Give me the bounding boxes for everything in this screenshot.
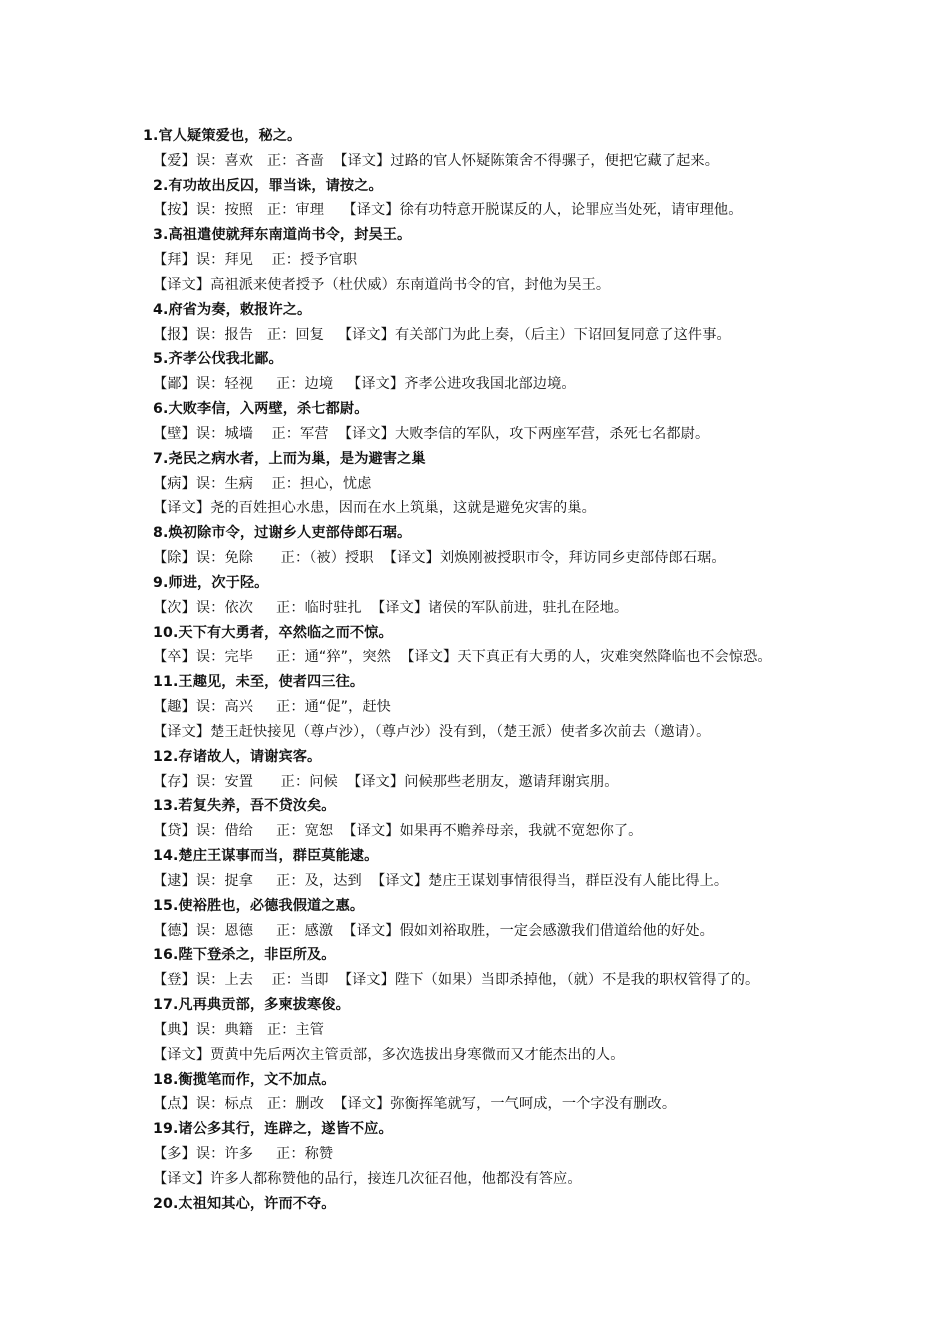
explanation-line: 【拜】误：拜见 正：授予官职 xyxy=(153,252,358,268)
sentence-heading: 16.陛下登杀之，非臣所及。 xyxy=(153,947,336,963)
sentence-heading: 11.王趣见，未至，使者四三往。 xyxy=(153,674,365,690)
explanation-line: 【爱】误：喜欢 正：吝啬 【译文】过路的官人怀疑陈策舍不得骡子，便把它藏了起来。 xyxy=(153,153,719,169)
explanation-line: 【译文】许多人都称赞他的品行，接连几次征召他，他都没有答应。 xyxy=(153,1171,582,1187)
explanation-line: 【按】误：按照 正：审理 【译文】徐有功特意开脱谋反的人，论罪应当处死，请审理他。 xyxy=(153,202,743,218)
explanation-line: 【壁】误：城墙 正：军营 【译文】大败李信的军队，攻下两座军营，杀死七名都尉。 xyxy=(153,426,710,442)
explanation-line: 【除】误：免除 正：（被）授职 【译文】刘焕刚被授职市令，拜访同乡吏部侍郎石琚。 xyxy=(153,550,726,566)
explanation-line: 【趣】误：高兴 正：通“促”，赶快 xyxy=(153,699,391,715)
explanation-line: 【译文】高祖派来使者授予（杜伏威）东南道尚书令的官，封他为吴王。 xyxy=(153,277,611,293)
explanation-line: 【登】误：上去 正：当即 【译文】陛下（如果）当即杀掉他，（就）不是我的职权管得了的。 xyxy=(153,972,760,988)
sentence-heading: 15.使裕胜也，必德我假道之惠。 xyxy=(153,898,365,914)
sentence-heading: 18.衡揽笔而作，文不加点。 xyxy=(153,1072,336,1088)
explanation-line: 【存】误：安置 正：问候 【译文】问候那些老朋友，邀请拜谢宾朋。 xyxy=(153,774,619,790)
sentence-heading: 4.府省为奏，敕报许之。 xyxy=(153,302,312,318)
explanation-line: 【鄙】误：轻视 正：边境 【译文】齐孝公进攻我国北部边境。 xyxy=(153,376,576,392)
explanation-line: 【译文】楚王赶快接见（尊卢沙），（尊卢沙）没有到，（楚王派）使者多次前去（邀请）。 xyxy=(153,724,711,740)
sentence-heading: 5.齐孝公伐我北鄙。 xyxy=(153,351,283,367)
explanation-line: 【多】误：许多 正：称赞 xyxy=(153,1146,334,1162)
sentence-heading: 8.焕初除市令，过谢乡人吏部侍郎石琚。 xyxy=(153,525,412,541)
sentence-heading: 13.若复失养，吾不贷汝矣。 xyxy=(153,798,336,814)
explanation-line: 【逮】误：捉拿 正：及，达到 【译文】楚庄王谋划事情很得当，群臣没有人能比得上。 xyxy=(153,873,729,889)
explanation-line: 【典】误：典籍 正：主管 xyxy=(153,1022,324,1038)
sentence-heading: 14.楚庄王谋事而当，群臣莫能逮。 xyxy=(153,848,379,864)
explanation-line: 【德】误：恩德 正：感激 【译文】假如刘裕取胜，一定会感激我们借道给他的好处。 xyxy=(153,923,714,939)
sentence-heading: 7.尧民之病水者，上而为巢，是为避害之巢 xyxy=(153,451,426,467)
sentence-heading: 20.太祖知其心，许而不夺。 xyxy=(153,1196,336,1212)
sentence-heading: 9.师进，次于陉。 xyxy=(153,575,269,591)
sentence-heading: 1.官人疑策爱也，秘之。 xyxy=(143,128,302,144)
explanation-line: 【贷】误：借给 正：宽恕 【译文】如果再不赡养母亲，我就不宽恕你了。 xyxy=(153,823,643,839)
explanation-line: 【译文】贾黄中先后两次主管贡部，多次选拔出身寒微而又才能杰出的人。 xyxy=(153,1047,625,1063)
explanation-line: 【卒】误：完毕 正：通“猝”，突然 【译文】天下真正有大勇的人，灾难突然降临也不会惊恐。 xyxy=(153,649,772,665)
sentence-heading: 10.天下有大勇者，卒然临之而不惊。 xyxy=(153,625,393,641)
explanation-line: 【次】误：依次 正：临时驻扎 【译文】诸侯的军队前进，驻扎在陉地。 xyxy=(153,600,629,616)
sentence-heading: 3.高祖遣使就拜东南道尚书令，封吴王。 xyxy=(153,227,412,243)
sentence-heading: 17.凡再典贡部，多柬拔寒俊。 xyxy=(153,997,350,1013)
sentence-heading: 6.大败李信，入两壁，杀七都尉。 xyxy=(153,401,369,417)
sentence-heading: 19.诸公多其行，连辟之，遂皆不应。 xyxy=(153,1121,393,1137)
explanation-line: 【报】误：报告 正：回复 【译文】有关部门为此上奏，（后主）下诏回复同意了这件事。 xyxy=(153,327,731,343)
explanation-line: 【点】误：标点 正：删改 【译文】弥衡挥笔就写，一气呵成，一个字没有删改。 xyxy=(153,1096,677,1112)
explanation-line: 【译文】尧的百姓担心水患，因而在水上筑巢，这就是避免灾害的巢。 xyxy=(153,500,596,516)
sentence-heading: 2.有功故出反囚，罪当诛，请按之。 xyxy=(153,178,383,194)
sentence-heading: 12.存诸故人，请谢宾客。 xyxy=(153,749,322,765)
explanation-line: 【病】误：生病 正：担心，忧虑 xyxy=(153,476,372,492)
